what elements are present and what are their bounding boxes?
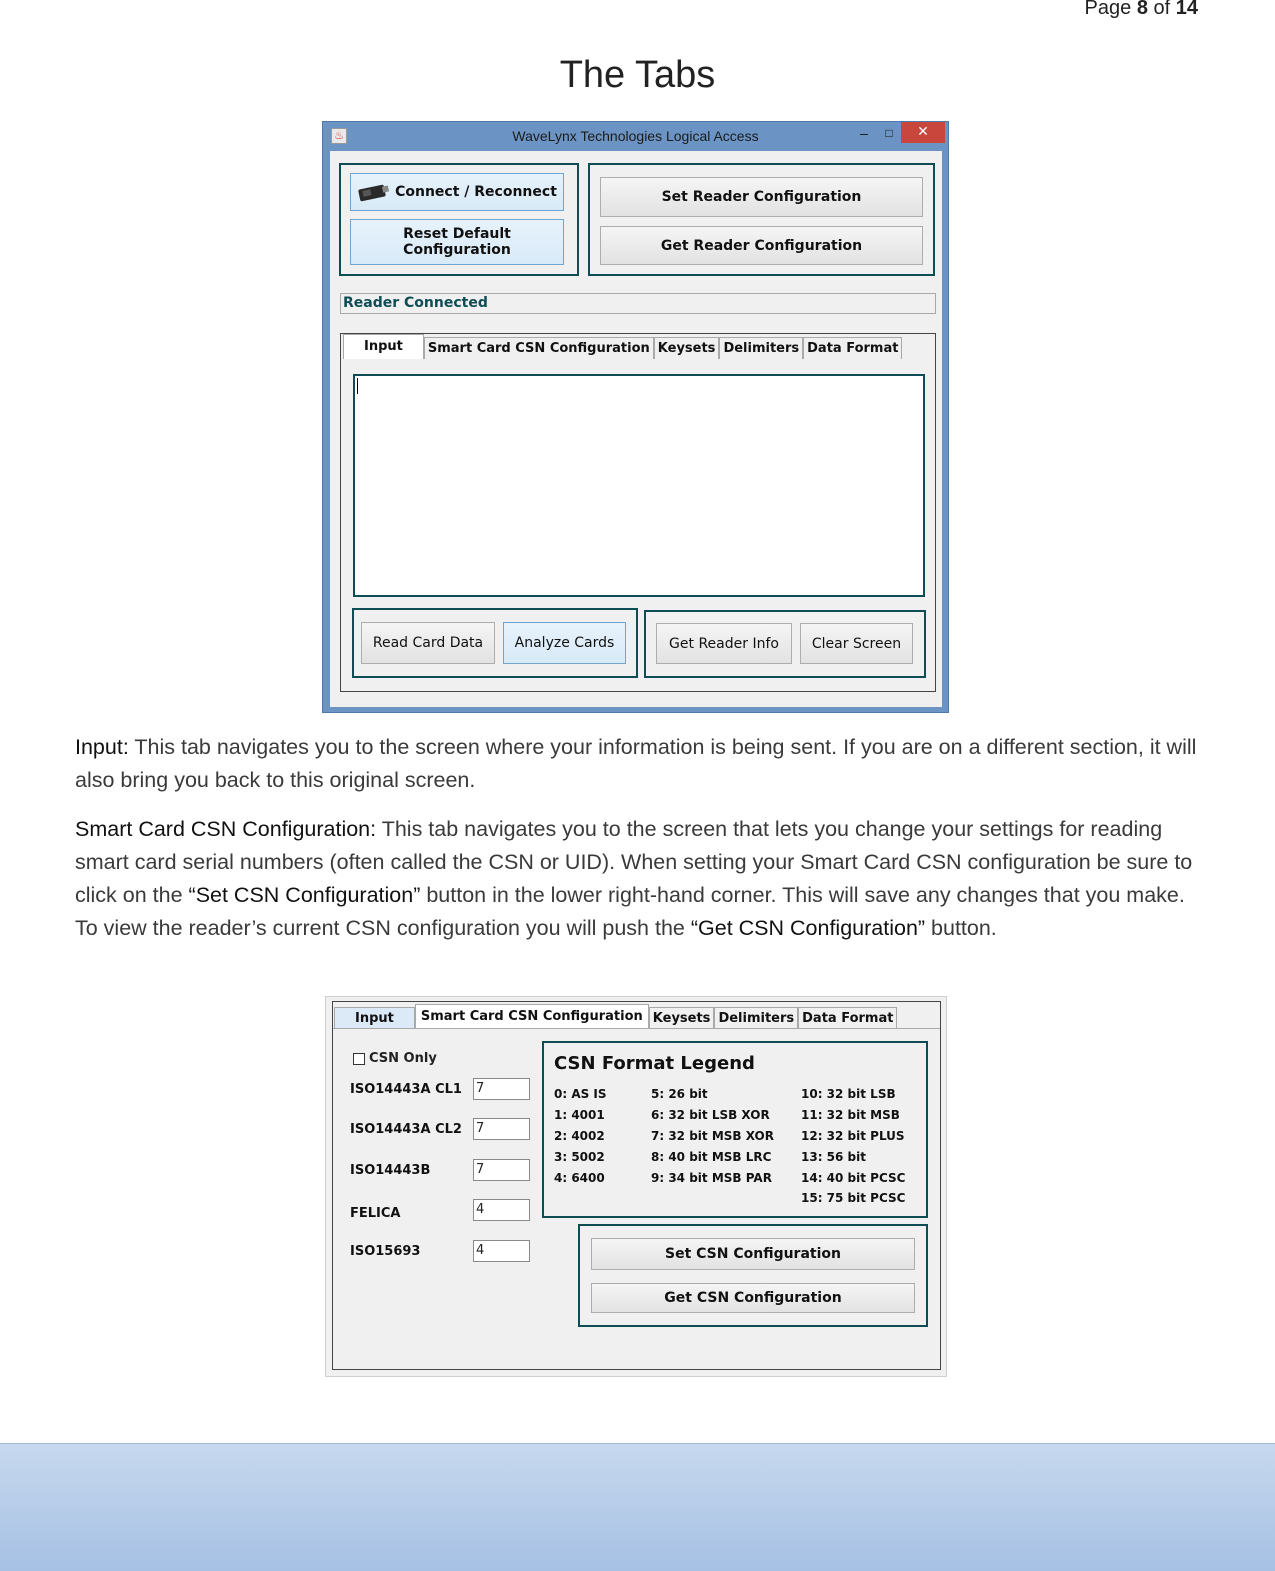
set-reader-config-button[interactable]: Set Reader Configuration bbox=[600, 177, 923, 217]
usb-reader-icon bbox=[357, 181, 391, 203]
field-label-iso14443b: ISO14443B bbox=[350, 1163, 431, 1178]
reset-default-config-button[interactable]: Reset Default Configuration bbox=[350, 219, 564, 265]
tab-delimiters-2[interactable]: Delimiters bbox=[714, 1007, 798, 1029]
tab-panel bbox=[340, 333, 936, 692]
field-input-iso15693[interactable]: 4 bbox=[473, 1240, 530, 1262]
csn-text-3: button. bbox=[925, 916, 997, 940]
read-card-data-button[interactable]: Read Card Data bbox=[361, 622, 495, 664]
csn-config-group bbox=[578, 1224, 928, 1327]
field-label-iso14443a-cl2: ISO14443A CL2 bbox=[350, 1122, 462, 1137]
csn-text-1: This tab navigates you to the screen that lets you change your settings for reading smart card serial numbers (often called the CSN or UID). When setting your Smart Card CSN configuration be sure to click on the bbox=[75, 817, 1193, 907]
csn-description bbox=[75, 813, 1205, 945]
field-label-iso15693: ISO15693 bbox=[350, 1244, 421, 1259]
clear-screen-button[interactable]: Clear Screen bbox=[800, 623, 913, 664]
text-caret bbox=[357, 378, 358, 394]
csn-format-legend bbox=[542, 1041, 928, 1218]
connect-label: Connect / Reconnect bbox=[395, 184, 557, 200]
get-reader-config-button[interactable]: Get Reader Configuration bbox=[600, 226, 923, 265]
set-csn-quote: “Set CSN Configuration” bbox=[188, 883, 421, 907]
get-csn-config-button[interactable]: Get CSN Configuration bbox=[591, 1283, 915, 1313]
set-csn-config-button[interactable]: Set CSN Configuration bbox=[591, 1238, 915, 1270]
page-label: Page bbox=[1084, 0, 1132, 19]
legend-item: 9: 34 bit MSB PAR bbox=[651, 1171, 772, 1185]
input-text: This tab navigates you to the screen where your information is being sent. If you are on a different section, it will also bring you back to this original screen. bbox=[75, 735, 1197, 792]
tab-data-format-2[interactable]: Data Format bbox=[798, 1007, 897, 1029]
field-input-iso14443a-cl1[interactable]: 7 bbox=[473, 1078, 530, 1100]
csn-config-screenshot bbox=[325, 996, 947, 1377]
csn-tab-panel bbox=[332, 1001, 941, 1370]
tab-smart-card-csn[interactable]: Smart Card CSN Configuration bbox=[424, 337, 654, 359]
checkbox-box[interactable] bbox=[353, 1053, 365, 1065]
legend-item: 5: 26 bit bbox=[651, 1087, 708, 1101]
field-label-iso14443a-cl1: ISO14443A CL1 bbox=[350, 1082, 462, 1097]
page-footer-band bbox=[0, 1443, 1275, 1571]
tab-input-2[interactable]: Input bbox=[334, 1007, 415, 1029]
legend-title: CSN Format Legend bbox=[554, 1053, 755, 1074]
tab-divider bbox=[333, 1028, 940, 1029]
card-actions-group bbox=[352, 608, 638, 678]
csn-term: Smart Card CSN Configuration: bbox=[75, 817, 377, 841]
output-textarea[interactable] bbox=[353, 374, 925, 597]
maximize-button[interactable]: □ bbox=[885, 126, 893, 140]
tab-keysets[interactable]: Keysets bbox=[654, 337, 720, 359]
field-input-iso14443b[interactable]: 7 bbox=[473, 1159, 530, 1181]
analyze-cards-button[interactable]: Analyze Cards bbox=[503, 622, 626, 664]
get-csn-quote: “Get CSN Configuration” bbox=[690, 916, 926, 940]
page-current: 8 bbox=[1136, 0, 1148, 19]
legend-item: 2: 4002 bbox=[554, 1129, 605, 1143]
window-titlebar[interactable] bbox=[323, 122, 948, 150]
tab-bar-2 bbox=[334, 1007, 897, 1029]
field-input-felica[interactable]: 4 bbox=[473, 1199, 530, 1221]
tab-delimiters[interactable]: Delimiters bbox=[719, 337, 803, 359]
page-of: of bbox=[1153, 0, 1171, 19]
tab-data-format[interactable]: Data Format bbox=[803, 337, 902, 359]
legend-item: 3: 5002 bbox=[554, 1150, 605, 1164]
legend-item: 1: 4001 bbox=[554, 1108, 605, 1122]
input-term: Input: bbox=[75, 735, 129, 759]
page-total: 14 bbox=[1175, 0, 1198, 19]
legend-item: 11: 32 bit MSB bbox=[801, 1108, 900, 1122]
java-app-icon: ♨ bbox=[331, 128, 347, 144]
tab-keysets-2[interactable]: Keysets bbox=[649, 1007, 715, 1029]
csn-only-label: CSN Only bbox=[369, 1051, 437, 1066]
reader-config-group bbox=[588, 163, 935, 276]
legend-item: 0: AS IS bbox=[554, 1087, 607, 1101]
legend-item: 13: 56 bit bbox=[801, 1150, 866, 1164]
tab-bar bbox=[343, 337, 902, 359]
tab-input[interactable]: Input bbox=[343, 334, 424, 359]
window-title: WaveLynx Technologies Logical Access bbox=[512, 128, 759, 144]
legend-item: 15: 75 bit PCSC bbox=[801, 1191, 906, 1205]
get-reader-info-button[interactable]: Get Reader Info bbox=[656, 623, 792, 664]
legend-item: 8: 40 bit MSB LRC bbox=[651, 1150, 772, 1164]
legend-item: 12: 32 bit PLUS bbox=[801, 1129, 905, 1143]
connect-reconnect-button[interactable] bbox=[350, 173, 564, 211]
legend-item: 7: 32 bit MSB XOR bbox=[651, 1129, 774, 1143]
page-number bbox=[1085, 0, 1198, 20]
legend-item: 10: 32 bit LSB bbox=[801, 1087, 896, 1101]
csn-only-checkbox[interactable] bbox=[353, 1051, 437, 1066]
reader-info-group bbox=[644, 610, 926, 678]
field-input-iso14443a-cl2[interactable]: 7 bbox=[473, 1118, 530, 1140]
status-bar: Reader Connected bbox=[340, 293, 936, 314]
tab-smart-card-csn-2[interactable]: Smart Card CSN Configuration bbox=[415, 1004, 649, 1029]
legend-item: 14: 40 bit PCSC bbox=[801, 1171, 906, 1185]
close-button[interactable]: ✕ bbox=[901, 122, 945, 143]
page-title: The Tabs bbox=[559, 54, 716, 96]
minimize-button[interactable]: – bbox=[860, 125, 868, 141]
legend-item: 6: 32 bit LSB XOR bbox=[651, 1108, 770, 1122]
connection-group bbox=[339, 163, 579, 276]
input-description bbox=[75, 731, 1205, 797]
csn-text-2: button in the lower right-hand corner. This will save any changes that you make. To view the reader’s current CSN configuration you will push the bbox=[75, 883, 1185, 940]
app-window-main bbox=[322, 121, 949, 713]
legend-item: 4: 6400 bbox=[554, 1171, 605, 1185]
field-label-felica: FELICA bbox=[350, 1206, 401, 1221]
window-client-area bbox=[330, 151, 942, 707]
